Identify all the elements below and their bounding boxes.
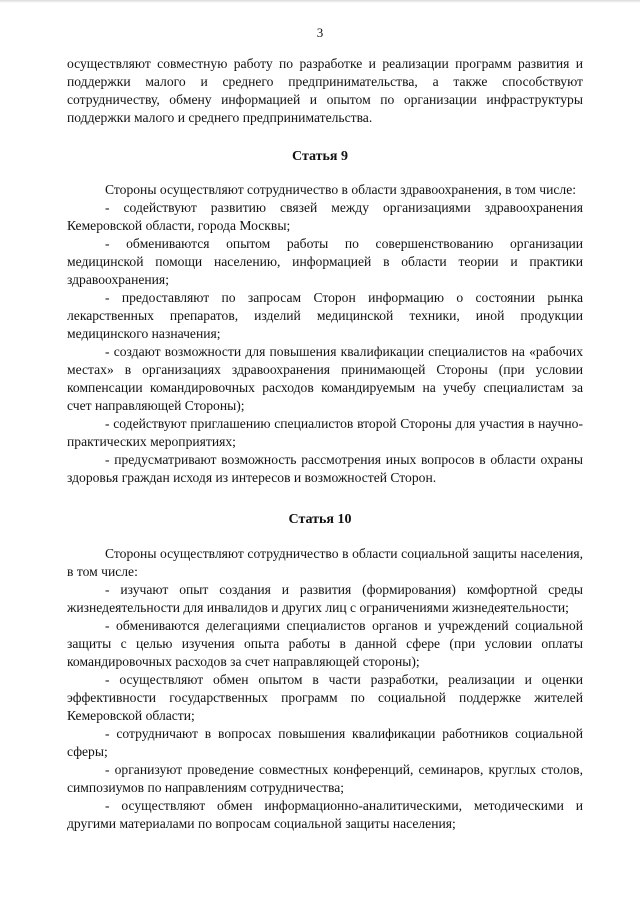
- intro-paragraph-block: [67, 55, 583, 127]
- article-9-item: - создают возможности для повышения квалификации специалистов на «рабочих местах» в организациях здравоохранения принимающей Стороны (при условии компенсации командировочных расходов командируемым на учебу специалистам за счет направляющей Стороны);: [67, 344, 583, 413]
- article-9-title: Статья 9: [292, 149, 348, 164]
- article-10-item: - изучают опыт создания и развития (формирования) комфортной среды жизнедеятельности для инвалидов и других лиц с ограничениями жизнедеятельности;: [67, 582, 583, 615]
- article-9-item: - предоставляют по запросам Сторон информацию о состоянии рынка лекарственных препаратов, изделий медицинской техники, иной продукции медицинского назначения;: [67, 290, 583, 341]
- article-10-item: - обмениваются делегациями специалистов органов и учреждений социальной защиты с целью изучения опыта работы в данной сфере (при условии оплаты командировочных расходов за счет направляющей стороны);: [67, 618, 583, 669]
- article-9-item: - содействуют приглашению специалистов второй Стороны для участия в научно-практических мероприятиях;: [67, 416, 583, 449]
- article-9-lead: Стороны осуществляют сотрудничество в области здравоохранения, в том числе:: [105, 182, 577, 197]
- article-10-title: Статья 10: [288, 512, 352, 527]
- article-9-item: - обмениваются опытом работы по совершенствованию организации медицинской помощи населению, информацией в области теории и практики здравоохранения;: [67, 236, 583, 287]
- article-10-item: - осуществляют обмен информационно-аналитическими, методическими и другими материалами по вопросам социальной защиты населения;: [67, 798, 583, 831]
- article-10-item: - осуществляют обмен опытом в части разработки, реализации и оценки эффективности государственных программ по социальной поддержке жителей Кемеровской области;: [67, 672, 583, 723]
- article-10-lead: Стороны осуществляют сотрудничество в области социальной защиты населения, в том числе:: [67, 546, 583, 579]
- article-9-item: - содействуют развитию связей между организациями здравоохранения Кемеровской области, города Москвы;: [67, 200, 583, 233]
- article-10-item: - сотрудничают в вопросах повышения квалификации работников социальной сферы;: [67, 726, 583, 759]
- article-10-item: - организуют проведение совместных конференций, семинаров, круглых столов, симпозиумов по направлениям сотрудничества;: [67, 762, 583, 795]
- intro-paragraph: осуществляют совместную работу по разработке и реализации программ развития и поддержки малого и среднего предпринимательства, а также способствуют сотрудничеству, обмену информацией и опытом по организации инфраструктуры поддержки малого и среднего предпринимательства.: [67, 56, 583, 125]
- article-9-item: - предусматривают возможность рассмотрения иных вопросов в области охраны здоровья граждан исходя из интересов и возможностей Сторон.: [67, 452, 583, 485]
- article-9-body: [67, 181, 583, 487]
- page-number: 3: [316, 25, 324, 40]
- article-10-body: [67, 545, 583, 833]
- scan-edge: [0, 0, 640, 3]
